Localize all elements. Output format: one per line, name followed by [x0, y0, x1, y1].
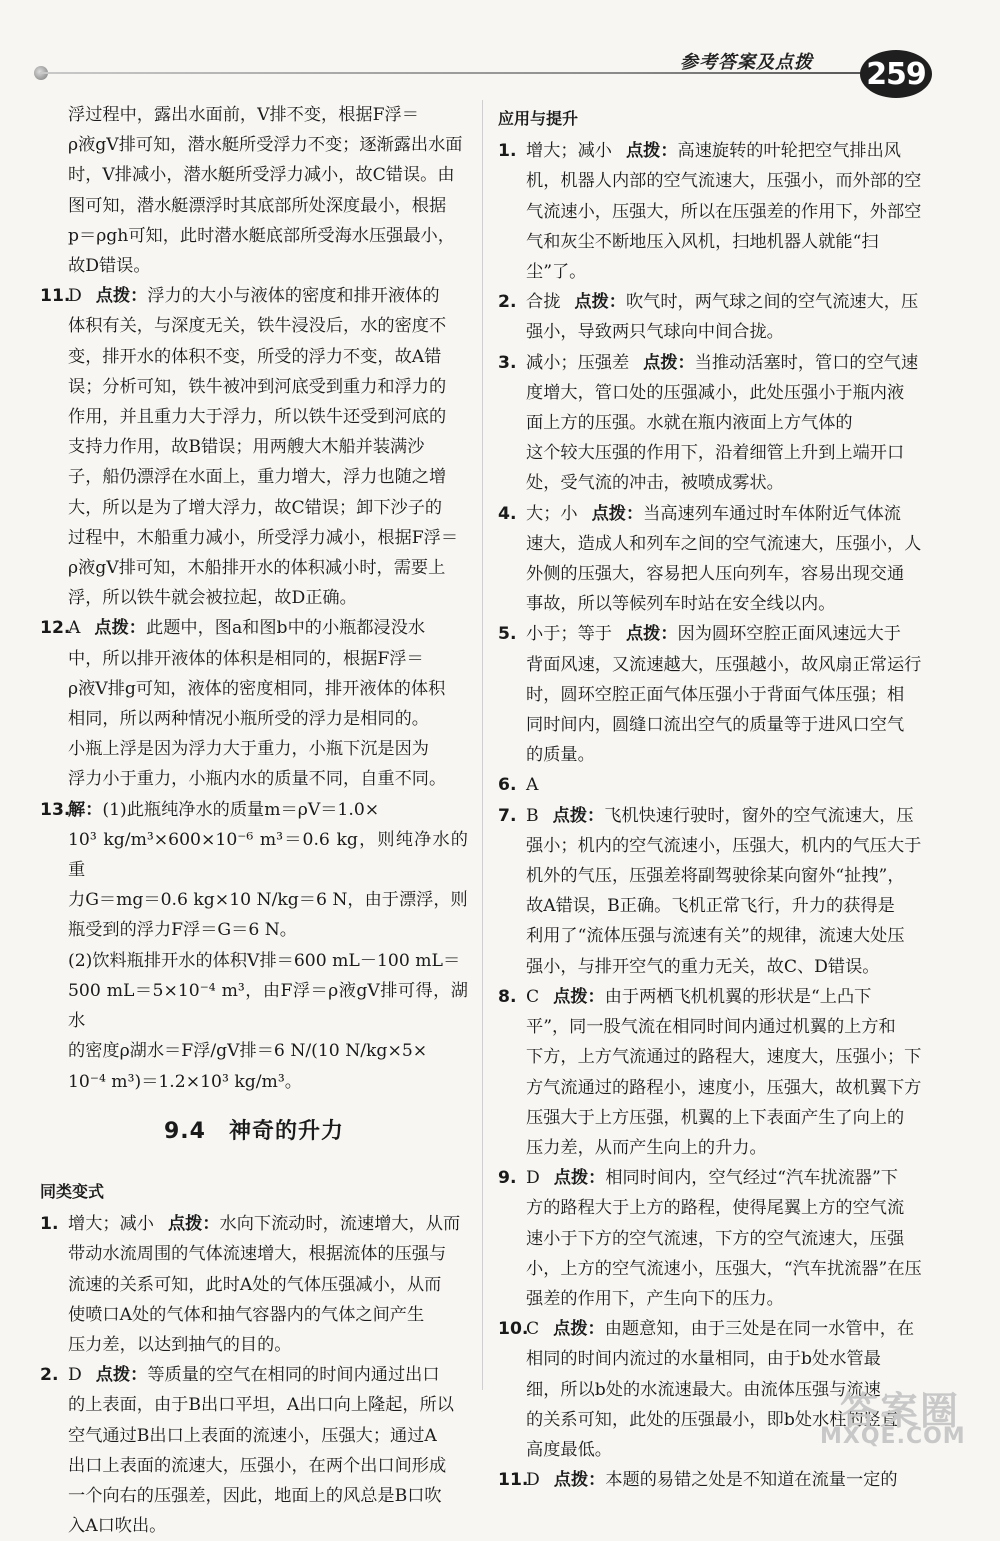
answer-line: ρ液V排g可知，液体的密度相同，排开液体的体积 — [68, 678, 446, 699]
answer-line: 大，所以是为了增大浮力，故C错误；卸下沙子的 — [68, 497, 443, 518]
application-item — [498, 982, 934, 1163]
answer-line: 本题的易错之处是不知道在流量一定的 — [605, 1470, 898, 1491]
answer-line: 一个向右的压强差，因此，地面上的风总是B口吹 — [68, 1485, 442, 1506]
answer-line: 作用，并且重力大于浮力，所以铁牛还受到河底的 — [68, 407, 447, 428]
answer-line: 图可知，潜水艇漂浮时其底部所处深度最小，根据 — [68, 195, 447, 216]
answer-line: 流速的关系可知，此时A处的气体压强减小，从而 — [68, 1274, 442, 1295]
answer-choice: 合拢 — [526, 292, 561, 313]
answer-choice: A — [526, 775, 539, 796]
answer-choice: 增大；减小 — [526, 141, 612, 162]
answer-line: 速小于下方的空气流速，下方的空气流速大，压强 — [526, 1228, 905, 1249]
item-number: 7. — [498, 805, 517, 826]
answer-line: 相同，所以两种情况小瓶所受的浮力是相同的。 — [68, 709, 429, 730]
answer-line: 强小，与排开空气的重力无关，故C、D错误。 — [526, 956, 880, 977]
answer-line: 10⁻⁴ m³)＝1.2×10³ kg/m³。 — [68, 1071, 302, 1092]
item-number: 10. — [498, 1319, 529, 1340]
answer-line: 机，机器人内部的空气流速大，压强小，而外部的空 — [526, 171, 922, 192]
answer-line: 10³ kg/m³×600×10⁻⁶ m³＝0.6 kg，则纯净水的重 — [68, 829, 468, 881]
answer-line: 当推动活塞时，管口的空气速 — [694, 352, 919, 373]
section-heading-variants: 同类变式 — [40, 1181, 105, 1201]
answer-line: 吹气时，两气球之间的空气流速大，压 — [625, 292, 919, 313]
answer-line: ρ液gV排可知，潜水艇所受浮力不变；逐渐露出水面 — [68, 135, 463, 156]
answer-line: 速大，造成人和列车之间的空气流速大，压强小，人 — [526, 533, 922, 554]
answer-line: 过程中，木船重力减小，所受浮力减小，根据F浮＝ — [68, 527, 459, 548]
answer-line: 面上方的压强。水就在瓶内液面上方气体的 — [526, 413, 853, 434]
answer-line: 的密度ρ湖水＝F浮/gV排＝6 N/(10 N/kg×5× — [68, 1041, 428, 1062]
tip-label: 点拨： — [167, 1214, 220, 1235]
item-first-line — [68, 1360, 468, 1390]
header-label: 参考答案及点拨 — [680, 52, 813, 73]
answer-line: 此题中，图a和图b中的小瓶都浸没水 — [146, 618, 426, 639]
item-first-line — [526, 1163, 934, 1193]
answer-line: 使喷口A处的气体和抽气容器内的气体之间产生 — [68, 1304, 425, 1325]
answer-line: 压力差，从而产生向上的升力。 — [526, 1137, 767, 1158]
answer-item-11 — [40, 281, 468, 613]
item-number: 8. — [498, 986, 517, 1007]
answer-choice: 增大；减小 — [68, 1214, 154, 1235]
tip-label: 点拨： — [553, 986, 605, 1007]
answer-line: 高度最低。 — [526, 1439, 612, 1460]
item-number: 12. — [40, 618, 71, 639]
answer-line: 的上表面，由于B出口平坦，A出口向上隆起，所以 — [68, 1395, 454, 1416]
answer-line: 体积有关，与深度无关，铁牛浸没后，水的密度不 — [68, 316, 447, 337]
answer-choice: C — [526, 986, 540, 1007]
answer-item-13 — [40, 795, 468, 1097]
answer-line: 气流速小，压强大，所以在压强差的作用下，外部空 — [526, 201, 922, 222]
variant-item-1 — [40, 1209, 468, 1360]
tip-label: 点拨： — [552, 805, 605, 826]
answer-line: 下方，上方气流通过的路程大，速度大，压强小；下 — [526, 1047, 922, 1068]
answer-line: 压力差，以达到抽气的目的。 — [68, 1334, 292, 1355]
answer-line: 高速旋转的叶轮把空气排出风 — [677, 141, 901, 162]
answer-choice: D — [526, 1168, 540, 1189]
answer-line: 瓶受到的浮力F浮＝G＝6 N。 — [68, 920, 297, 941]
answer-line: 变，排开水的体积不变，所受的浮力不变，故A错 — [68, 346, 442, 367]
item-first-line — [526, 1465, 934, 1495]
item-first-line — [526, 348, 934, 378]
answer-line: 方气流通过的路程小，速度小，压强大，故机翼下方 — [526, 1077, 922, 1098]
answer-choice: 减小；压强差 — [526, 352, 630, 373]
item-number: 1. — [498, 141, 517, 162]
tip-label: 点拨： — [553, 1168, 606, 1189]
tip-label: 点拨： — [553, 1470, 606, 1491]
answer-line: 水向下流动时，流速增大，从而 — [219, 1214, 461, 1235]
answer-line: 当高速列车通过时车体附近气体流 — [643, 503, 901, 524]
page-header — [0, 0, 1000, 100]
application-item — [498, 619, 934, 770]
answer-line: 故A错误，B正确。飞机正常飞行，升力的获得是 — [526, 896, 895, 917]
answer-line: 飞机快速行驶时，窗外的空气流速大，压 — [604, 805, 914, 826]
answer-item-12 — [40, 613, 468, 794]
item-number: 13. — [40, 799, 71, 820]
answer-line: 处，受气流的冲击，被喷成雾状。 — [526, 473, 784, 494]
answer-choice: C — [526, 1319, 540, 1340]
answer-line: 气和灰尘不断地压入风机，扫地机器人就能“扫 — [526, 231, 879, 252]
answer-line: 小，上方的空气流速小，压强大，“汽车扰流器”在压 — [526, 1258, 922, 1279]
application-item — [498, 499, 934, 620]
item-first-line — [526, 1314, 934, 1344]
answer-line: 强差的作用下，产生向下的压力。 — [526, 1288, 784, 1309]
page-number: 259 — [866, 56, 926, 92]
item-number: 11. — [40, 286, 71, 307]
item-number: 3. — [498, 352, 517, 373]
answer-line: 浮力小于重力，小瓶内水的质量不同，自重不同。 — [68, 769, 447, 790]
answer-line: 因为圆环空腔正面风速远大于 — [677, 624, 901, 645]
tip-label: 点拨： — [95, 1365, 148, 1386]
application-item — [498, 770, 934, 800]
answer-line: 机外的气压，压强差将副驾驶徐某向窗外“扯拽”， — [526, 866, 905, 887]
answer-line: 空气通过B出口上表面的流速小，压强大；通过A — [68, 1425, 437, 1446]
answer-line: 平”，同一股气流在相同时间内通过机翼的上方和 — [526, 1017, 896, 1038]
answer-line: 同时间内，圆缝口流出空气的质量等于进风口空气 — [526, 715, 905, 736]
answer-line: 支持力作用，故B错误；用两艘大木船并装满沙 — [68, 437, 425, 458]
item-first-line — [526, 770, 934, 800]
application-item — [498, 1465, 934, 1495]
answer-line: 利用了“流体压强与流速有关”的规律，流速大处压 — [526, 926, 905, 947]
answer-line: 外侧的压强大，容易把人压向列车，容易出现交通 — [526, 564, 905, 585]
item-first-line — [526, 801, 934, 831]
answer-line: 这个较大压强的作用下，沿着细管上升到上端开口 — [526, 443, 905, 464]
answer-line: 方的路程大于上方的路程，使得尾翼上方的空气流 — [526, 1198, 905, 1219]
section-heading-application: 应用与提升 — [498, 109, 579, 128]
answer-line: 度增大，管口处的压强减小，此处压强小于瓶内液 — [526, 382, 905, 403]
answer-choice: B — [526, 805, 539, 826]
watermark-logo — [820, 1380, 990, 1455]
answer-line: ρ液gV排可知，木船排开水的体积减小时，需要上 — [68, 558, 446, 579]
application-list — [498, 136, 934, 1495]
tip-label: 点拨： — [94, 618, 146, 639]
item-first-line — [526, 287, 934, 317]
answer-line: 由题意知，由于三处是在同一水管中，在 — [604, 1319, 915, 1340]
tip-label: 点拨： — [95, 286, 148, 307]
answer-line: 故D错误。 — [68, 256, 151, 277]
watermark-url: MXQE.COM — [820, 1424, 966, 1449]
answer-line: 浮力的大小与液体的密度和排开液体的 — [147, 286, 440, 307]
tip-label: 点拨： — [625, 624, 678, 645]
item-first-line — [526, 982, 934, 1012]
continued-answer — [40, 100, 468, 281]
left-column — [40, 100, 468, 1541]
item-first-line — [526, 499, 934, 529]
tip-label: 点拨： — [574, 292, 626, 313]
answer-line: 力G＝mg＝0.6 kg×10 N/kg＝6 N，由于漂浮，则 — [68, 890, 468, 911]
answer-line: 出口上表面的流速大，压强小，在两个出口间形成 — [68, 1455, 447, 1476]
tip-label: 点拨： — [553, 1319, 605, 1340]
answer-line: 500 mL＝5×10⁻⁴ m³，由F浮＝ρ液gV排可得，湖水 — [68, 980, 468, 1032]
answer-choice: 大；小 — [526, 503, 578, 524]
watermark-text: 答案圈 — [840, 1389, 961, 1433]
answer-line: 浮过程中，露出水面前，V排不变，根据F浮＝ — [68, 105, 419, 125]
page-number-badge — [860, 50, 932, 98]
answer-line: (1)此瓶纯净水的质量m＝ρV＝1.0× — [102, 799, 380, 820]
answer-line: 相同的时间内流过的水量相同，由于b处水管最 — [526, 1349, 881, 1370]
section-title: 9.4 神奇的升力 — [164, 1118, 344, 1144]
item-number: 4. — [498, 503, 517, 524]
answer-line: 时，圆环空腔正面气体压强小于背面气体压强；相 — [526, 684, 905, 705]
answer-line: 相同时间内，空气经过“汽车扰流器”下 — [605, 1168, 898, 1189]
item-number: 5. — [498, 624, 517, 645]
answer-line: 浮，所以铁牛就会被拉起，故D正确。 — [68, 588, 357, 609]
answer-choice: D — [68, 1365, 82, 1386]
answer-line: 由于两栖飞机机翼的形状是“上凸下 — [604, 986, 872, 1007]
answer-line: 入A口吹出。 — [68, 1516, 167, 1537]
item-number: 9. — [498, 1168, 517, 1189]
tip-label: 点拨： — [625, 141, 678, 162]
item-first-line — [526, 136, 934, 166]
item-number: 11. — [498, 1470, 529, 1491]
answer-line: 中，所以排开液体的体积是相同的，根据F浮＝ — [68, 648, 424, 669]
item-first-line — [68, 1209, 468, 1239]
tip-label: 点拨： — [643, 352, 695, 373]
application-item — [498, 287, 934, 347]
answer-line: 误；分析可知，铁牛被冲到河底受到重力和浮力的 — [68, 376, 447, 397]
answer-line: 小瓶上浮是因为浮力大于重力，小瓶下沉是因为 — [68, 739, 429, 760]
tip-label: 解： — [68, 799, 103, 820]
right-column — [498, 100, 934, 1495]
answer-line: 的质量。 — [526, 745, 595, 766]
tip-label: 点拨： — [591, 503, 644, 524]
answer-line: 时，V排减小，潜水艇所受浮力减小，故C错误。由 — [68, 165, 455, 186]
variant-item-2 — [40, 1360, 468, 1541]
answer-choice: D — [68, 286, 82, 307]
item-first-line — [526, 619, 934, 649]
answer-line: 的关系可知，此处的压强最小，即b处水柱的竖直 — [526, 1409, 898, 1430]
item-number: 2. — [498, 292, 517, 313]
answer-line: p＝ρgh可知，此时潜水艇底部所受海水压强最小， — [68, 225, 455, 246]
answer-line: 压强大于上方压强，机翼的上下表面产生了向上的 — [526, 1107, 905, 1128]
answer-line: 等质量的空气在相同的时间内通过出口 — [147, 1365, 440, 1386]
answer-line: 细，所以b处的水流速最大。由流体压强与流速 — [526, 1379, 881, 1400]
answer-line: 强小；机内的空气流速小，压强大，机内的气压大于 — [526, 835, 922, 856]
application-item — [498, 136, 934, 287]
answer-line: 尘”了。 — [526, 262, 587, 283]
item-number: 2. — [40, 1365, 59, 1386]
answer-choice: A — [68, 618, 81, 639]
item-number: 6. — [498, 775, 517, 796]
application-item — [498, 801, 934, 982]
item-first-line — [68, 795, 468, 825]
answer-line: 子，船仍漂浮在水面上，重力增大，浮力也随之增 — [68, 467, 447, 488]
answer-line: 带动水流周围的气体流速增大，根据流体的压强与 — [68, 1244, 447, 1265]
item-number: 1. — [40, 1214, 59, 1235]
application-item — [498, 1163, 934, 1314]
column-divider — [482, 100, 483, 1390]
answer-line: 背面风速，又流速越大，压强越小，故风扇正常运行 — [526, 654, 922, 675]
answer-line: 事故，所以等候列车时站在安全线以内。 — [526, 594, 836, 615]
application-item — [498, 348, 934, 499]
answer-line: (2)饮料瓶排开水的体积V排＝600 mL－100 mL＝ — [68, 950, 461, 971]
item-first-line — [68, 281, 468, 311]
answer-line: 强小，导致两只气球向中间合拢。 — [526, 322, 784, 343]
answer-choice: D — [526, 1470, 540, 1491]
item-first-line — [68, 613, 468, 643]
answer-choice: 小于；等于 — [526, 624, 612, 645]
